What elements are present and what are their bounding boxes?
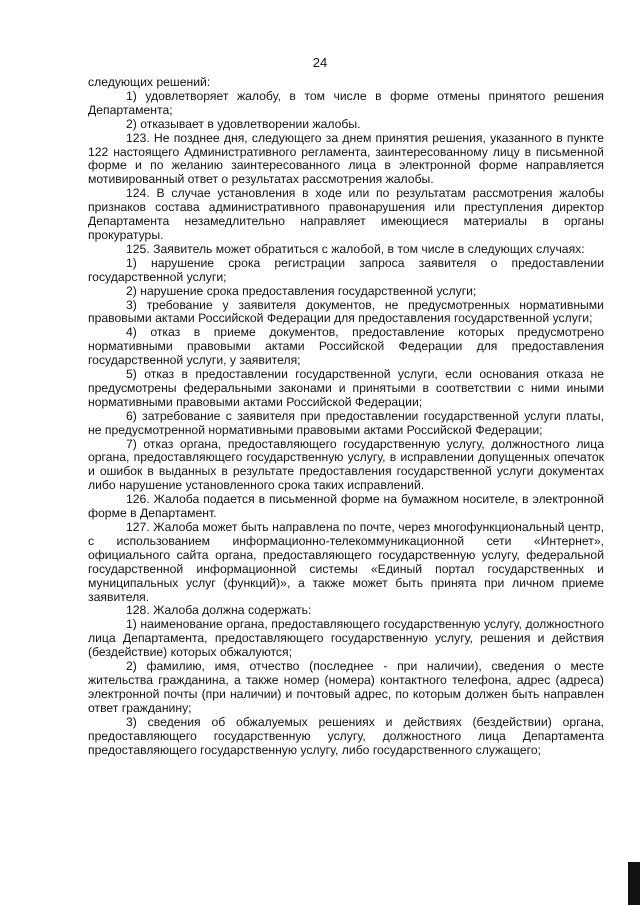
paragraph: 1) нарушение срока регистрации запроса заявителя о предоставлении государственной услуги; [88, 255, 604, 284]
paragraph: 3) требование у заявителя документов, не предусмотренных нормативными правовыми актами Российской Федерации для предоставления государственной услуги; [88, 297, 604, 326]
paragraph: 2) отказывает в удовлетворении жалобы. [126, 116, 361, 131]
paragraph: 6) затребование с заявителя при предоставлении государственной услуги платы, не предусмотренной нормативными правовыми актами Российской Федерации; [88, 408, 604, 437]
paragraph: 2) нарушение срока предоставления государственной услуги; [126, 283, 477, 298]
document-body [88, 76, 604, 757]
page-number: 24 [312, 55, 328, 70]
paragraph: 7) отказ органа, предоставляющего государственную услугу, должностного лица органа, предоставляющего государственную услугу, в исправлении допущенных опечаток и ошибок в выданных в результате предоставления государственной услуги документах либо нарушение установленного срока таких исправлений. [88, 436, 604, 493]
paragraph: 126. Жалоба подается в письменной форме на бумажном носителе, в электронной форме в Департамент. [88, 492, 604, 521]
paragraph: 128. Жалоба должна содержать: [126, 603, 312, 618]
paragraph: 1) удовлетворяет жалобу, в том числе в форме отмены принятого решения Департамента; [88, 88, 604, 117]
paragraph: следующих решений: [88, 75, 211, 89]
scan-edge-bar [628, 862, 640, 905]
paragraph: 3) сведения об обжалуемых решениях и действиях (бездействии) органа, предоставляющего государственную услугу, должностного лица Департамента предоставляющего государственную услугу, либо государственного служащего; [88, 714, 604, 757]
paragraph: 124. В случае установления в ходе или по результатам рассмотрения жалобы признаков состава административного правонарушения или преступления директор Департамента незамедлительно направляет имеющиеся материалы в органы прокуратуры. [88, 186, 604, 242]
paragraph: 5) отказ в предоставлении государственной услуги, если основания отказа не предусмотрены федеральными законами и принятыми в соответствии с ними иными нормативными правовыми актами Российской Федерации; [88, 367, 604, 409]
paragraph: 4) отказ в приеме документов, предоставление которых предусмотрено нормативными правовыми актами Российской Федерации для предоставления государственной услуги, у заявителя; [88, 325, 604, 368]
paragraph: 123. Не позднее дня, следующего за днем принятия решения, указанного в пункте 122 настоящего Административного регламента, заинтересованному лицу в письменной форме и по желанию заинтересованного лица в электронной форме направляется мотивированный ответ о результатах рассмотрения жалобы. [88, 130, 604, 187]
paragraph: 125. Заявитель может обратиться с жалобой, в том числе в следующих случаях: [126, 241, 585, 256]
paragraph: 1) наименование органа, предоставляющего государственную услугу, должностного лица Департамента, предоставляющего государственную услугу, решения и действия (бездействие) которых обжалуются; [88, 617, 604, 660]
paragraph: 127. Жалоба может быть направлена по почте, через многофункциональный центр, с использованием информационно-телекоммуникационной сети «Интернет», официального сайта органа, предоставляющего государственную услугу, федеральной государственной информационной системы «Единый портал государственных и муниципальных услуг (функций)», а также может быть принята при личном приеме заявителя. [88, 520, 604, 604]
paragraph: 2) фамилию, имя, отчество (последнее - при наличии), сведения о месте жительства гражданина, а также номер (номера) контактного телефона, адрес (адреса) электронной почты (при наличии) и почтовый адрес, по которым должен быть направлен ответ гражданину; [88, 659, 604, 715]
